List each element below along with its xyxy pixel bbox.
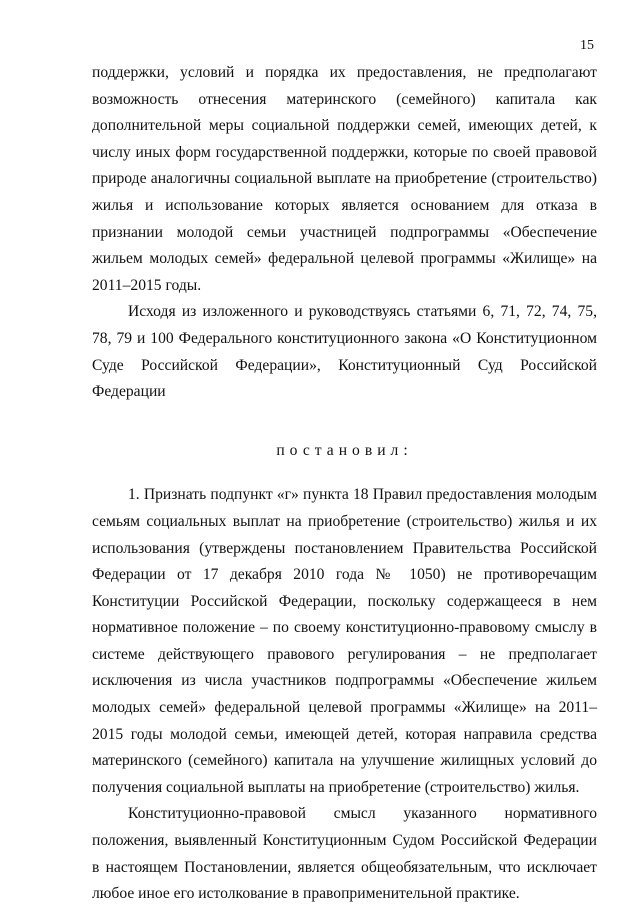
page-number: 15 bbox=[580, 38, 594, 53]
document-body bbox=[92, 60, 597, 908]
resolution-heading: постановил: bbox=[276, 441, 413, 459]
paragraph-binding-interpretation: Конституционно-правовой смысл указанного нормативного положения, выявленный Конституционным Судом Российской Федерации в настоящем Постановлении, является общеобязательным, что исключает любое иное его истолкование в правоприменительной практике. bbox=[92, 805, 597, 903]
paragraph-grounds: Исходя из изложенного и руководствуясь статьями 6, 71, 72, 74, 75, 78, 79 и 100 Федерального конституционного закона «О Конституционном Суде Российской Федерации», Конституционный Суд Российской Федерации bbox=[92, 303, 597, 401]
paragraph-decision-1: 1. Признать подпункт «г» пункта 18 Правил предоставления молодым семьям социальных выплат на приобретение (строительство) жилья и их использования (утверждены постановлением Правительства Российской Федерации от 17 декабря 2010 года № 1050) не противоречащим Конституции Российской Федерации, поскольку содержащееся в нем нормативное положение – по своему конституционно-правовому смыслу в системе действующего правового регулирования – не предполагает исключения из числа участников подпрограммы «Обеспечение жильем молодых семей» федеральной целевой программы «Жилище» на 2011–2015 годы молодой семьи, имеющей детей, которая направила средства материнского (семейного) капитала на улучшение жилищных условий до получения социальной выплаты на приобретение (строительство) жилья. bbox=[92, 486, 597, 796]
paragraph-continuation: поддержки, условий и порядка их предоставления, не предполагают возможность отнесения материнского (семейного) капитала как дополнительной меры социальной поддержки семей, имеющих детей, к числу иных форм государственной поддержки, которые по своей правовой природе аналогичны социальной выплате на приобретение (строительство) жилья и использование которых является основанием для отказа в признании молодой семьи участницей подпрограммы «Обеспечение жильем молодых семей» федеральной целевой программы «Жилище» на 2011–2015 годы. bbox=[92, 64, 597, 294]
